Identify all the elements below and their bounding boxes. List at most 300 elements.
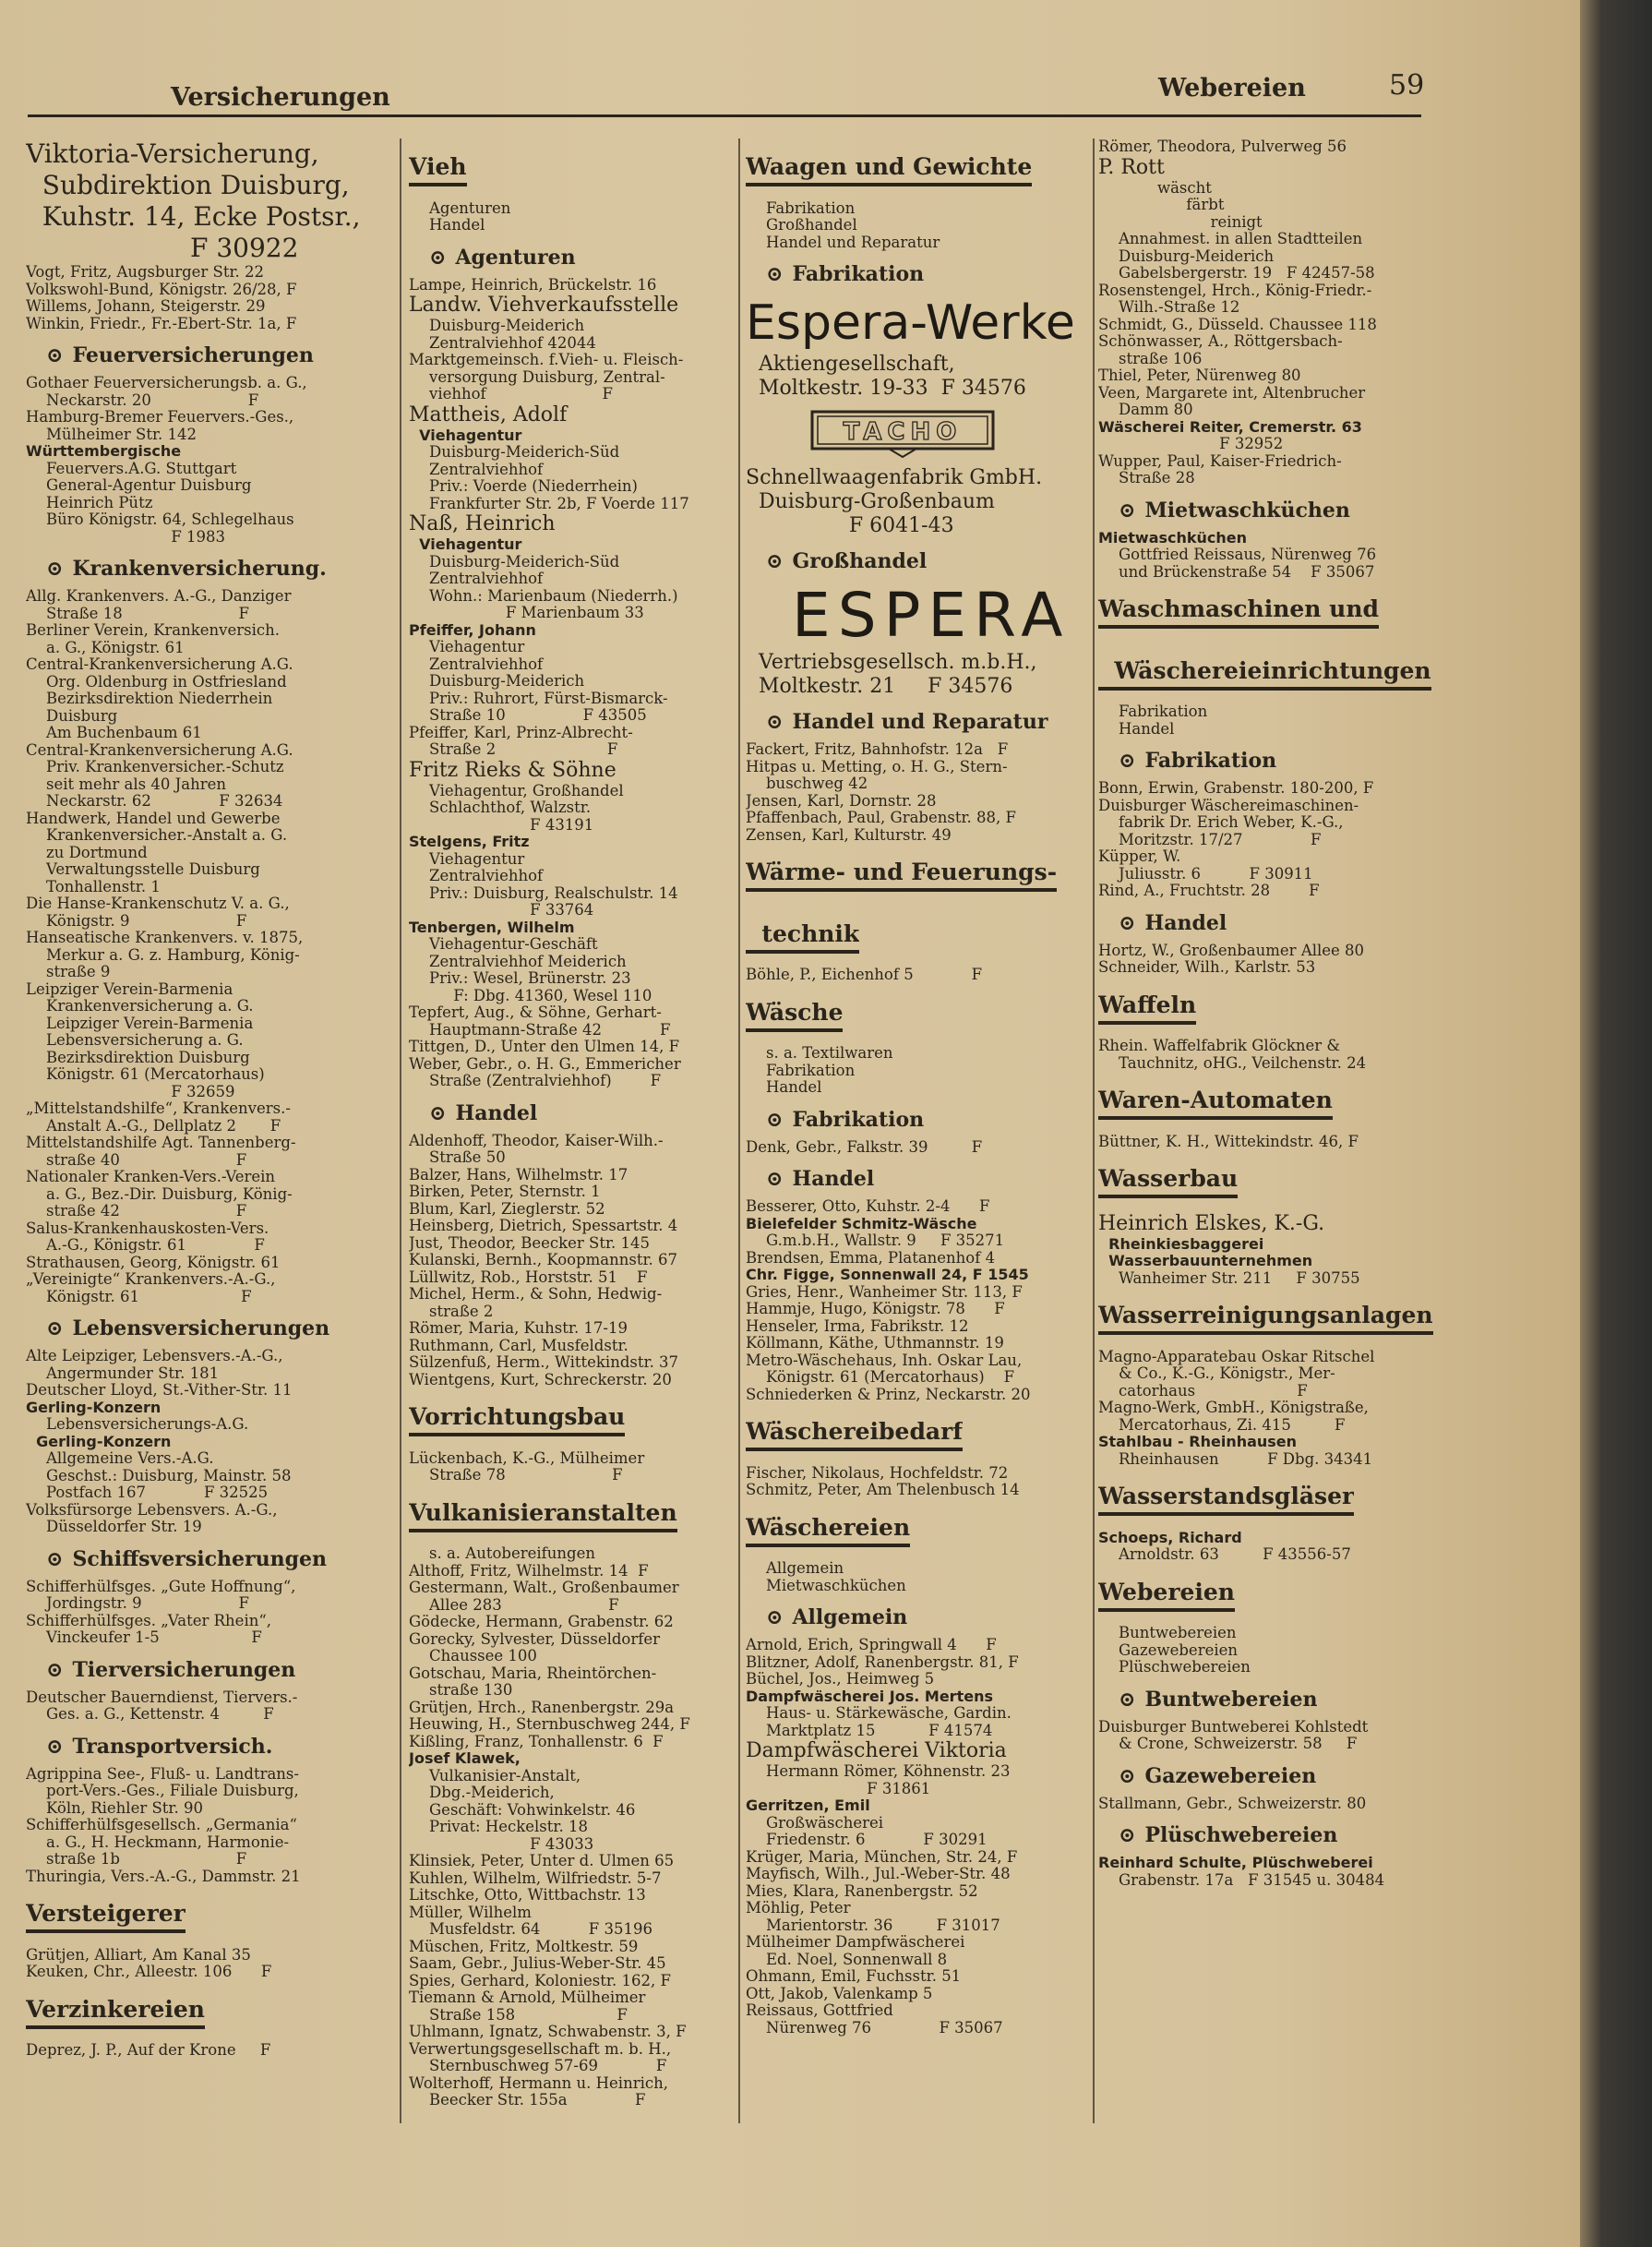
entry-continuation: Nürenweg 76 F 35067 <box>766 2019 1003 2037</box>
bold-entry: Josef Klawek, <box>409 1750 521 1767</box>
entry-continuation: G.m.b.H., Wallstr. 9 F 35271 <box>766 1232 1005 1249</box>
directory-entry: Kulanski, Bernh., Koopmannstr. 67 <box>409 1252 678 1268</box>
directory-entry: Schönwasser, A., Röttgersbach- <box>1098 333 1343 350</box>
entry-continuation: Geschst.: Duisburg, Mainstr. 58 <box>46 1467 292 1484</box>
subsection-heading: ⊙ Krankenversicherung. <box>26 555 381 583</box>
entry-continuation: Haus- u. Stärkewäsche, Gardin. <box>766 1705 1012 1722</box>
section-heading: Wäschereibedarf <box>746 1418 963 1451</box>
bold-entry: Rheinkiesbaggerei <box>1098 1235 1264 1253</box>
entry-continuation: Wanheimer Str. 211 F 30755 <box>1119 1269 1360 1287</box>
bold-entry: Tenbergen, Wilhelm <box>409 919 575 936</box>
entry-continuation: Marientorstr. 36 F 31017 <box>766 1917 1000 1934</box>
bold-entry: Schoeps, Richard <box>1098 1529 1242 1546</box>
entry-continuation: Wohn.: Marienbaum (Niederrh.) <box>429 587 678 605</box>
directory-entry: Uhlmann, Ignatz, Schwabenstr. 3, F <box>409 2024 687 2040</box>
directory-entry: „Vereinigte“ Krankenvers.-A.-G., <box>26 1271 276 1288</box>
directory-entry: Hortz, W., Großenbaumer Allee 80 <box>1098 942 1365 959</box>
directory-entry: Rind, A., Fruchtstr. 28 F <box>1098 883 1320 899</box>
directory-entry: Hammje, Hugo, Königstr. 78 F <box>746 1301 1005 1317</box>
entry-continuation: Dbg.-Meiderich, <box>429 1784 555 1801</box>
directory-entry: Ruthmann, Carl, Musfeldstr. <box>409 1337 628 1354</box>
entry-continuation: Fabrikation <box>766 1062 856 1079</box>
entry-continuation: Viehagentur-Geschäft <box>429 936 598 953</box>
entry-continuation: Straße 18 F <box>46 605 250 622</box>
entry-continuation: Duisburg <box>46 707 118 725</box>
entry-continuation: Sternbuschweg 57-69 F <box>429 2058 667 2074</box>
entry-continuation: Handel und Reparatur <box>766 234 940 251</box>
directory-entry: Heinsberg, Dietrich, Spessartstr. 4 <box>409 1218 678 1234</box>
column-1 <box>26 138 381 2060</box>
directory-entry: Brendsen, Emma, Platanenhof 4 <box>746 1249 996 1267</box>
subsection-heading: ⊙ Allgemein <box>746 1604 1095 1631</box>
page-number: 59 <box>1389 69 1425 102</box>
entry-continuation: Großhandel <box>766 217 857 234</box>
entry-continuation: Leipziger Verein-Barmenia <box>46 1015 254 1032</box>
entry-continuation: Musfeldstr. 64 F 35196 <box>429 1921 652 1938</box>
bold-entry: Pfeiffer, Johann <box>409 621 536 639</box>
section-heading: Waschmaschinen und <box>1098 595 1379 629</box>
entry-continuation: port-Vers.-Ges., Filiale Duisburg, <box>46 1783 299 1799</box>
directory-entry: Sülzenfuß, Herm., Wittekindstr. 37 <box>409 1354 679 1371</box>
directory-entry: Verwertungsgesellschaft m. b. H., <box>409 2040 672 2058</box>
directory-entry: Blum, Karl, Zieglerstr. 52 <box>409 1200 605 1218</box>
section-heading: Waagen und Gewichte <box>746 153 1032 186</box>
directory-entry: Gestermann, Walt., Großenbaumer <box>409 1580 679 1596</box>
directory-entry: Henseler, Irma, Fabrikstr. 12 <box>746 1317 969 1335</box>
display-entry: Viktoria-Versicherung, <box>26 138 319 169</box>
entry-continuation: Gabelsbergerstr. 19 F 42457-58 <box>1119 265 1375 282</box>
bold-entry: Wäscherei Reiter, Cremerstr. 63 <box>1098 418 1362 436</box>
advert-wordmark: ESPERA <box>792 581 1071 651</box>
directory-entry: Schmidt, G., Düsseld. Chaussee 118 <box>1098 316 1377 333</box>
directory-entry: Volksfürsorge Lebensvers. A.-G., <box>26 1501 278 1519</box>
directory-entry: Magno-Werk, GmbH., Königstraße, <box>1098 1400 1369 1416</box>
entry-continuation: Marktplatz 15 F 41574 <box>766 1722 993 1739</box>
section-heading: Wasserstandsgläser <box>1098 1483 1354 1516</box>
directory-entry: Mayfisch, Wilh., Jul.-Weber-Str. 48 <box>746 1866 1011 1882</box>
bold-entry: Gerling-Konzern <box>26 1433 172 1450</box>
entry-continuation: Königstr. 61 (Mercatorhaus) <box>46 1066 265 1083</box>
entry-continuation: Straße 2 F <box>429 741 618 758</box>
tacho-logo-text: TACHO <box>843 418 963 446</box>
section-heading: Wärme- und Feuerungs- <box>746 859 1057 892</box>
directory-entry: Rosenstengel, Hrch., König-Friedr.- <box>1098 282 1372 299</box>
subsection-heading: ⊙ Handel <box>1098 909 1442 937</box>
bold-entry: Stelgens, Fritz <box>409 834 530 850</box>
entry-continuation: Agenturen <box>429 199 511 217</box>
entry-continuation: Köln, Riehler Str. 90 <box>46 1799 203 1817</box>
display-entry: Subdirektion Duisburg, <box>26 170 350 200</box>
subsection-heading: ⊙ Fabrikation <box>1098 747 1442 775</box>
subsection-heading: ⊙ Tierversicherungen <box>26 1656 381 1684</box>
subsection-heading: ⊙ Buntwebereien <box>1098 1686 1442 1713</box>
subsection-heading: ⊙ Fabrikation <box>746 260 1095 288</box>
directory-entry: Weber, Gebr., o. H. G., Emmericher <box>409 1055 681 1073</box>
entry-continuation: Verwaltungsstelle Duisburg <box>46 861 260 878</box>
entry-continuation: Heinrich Pütz <box>46 494 153 511</box>
subsection-heading: ⊙ Transportversich. <box>26 1733 381 1760</box>
entry-continuation: Tonhallenstr. 1 <box>46 878 161 895</box>
directory-entry: F 32952 <box>1098 436 1284 452</box>
entry-continuation: Viehagentur, Großhandel <box>429 782 624 799</box>
directory-entry: Thiel, Peter, Nürenweg 80 <box>1098 367 1301 384</box>
entry-continuation: Mercatorhaus, Zi. 415 F <box>1119 1416 1346 1434</box>
subsection-heading: ⊙ Handel <box>746 1165 1095 1193</box>
entry-continuation: F: Dbg. 41360, Wesel 110 <box>429 987 652 1004</box>
entry-continuation: Wilh.-Straße 12 <box>1119 299 1240 316</box>
entry-continuation: Priv.: Voerde (Niederrhein) <box>429 478 638 495</box>
section-heading: Waffeln <box>1098 991 1196 1025</box>
directory-entry: F 43033 <box>409 1835 594 1853</box>
directory-entry: Veen, Margarete int, Altenbrucher <box>1098 384 1366 402</box>
directory-entry: Möhlig, Peter <box>746 1900 851 1917</box>
directory-entry: Römer, Theodora, Pulverweg 56 <box>1098 138 1347 155</box>
display-entry: Moltkestr. 21 F 34576 <box>746 675 1013 698</box>
directory-entry: Pfaffenbach, Paul, Grabenstr. 88, F <box>746 810 1016 826</box>
entry-continuation: Krankenversicher.-Anstalt a. G. <box>46 827 288 844</box>
directory-entry: Zensen, Karl, Kulturstr. 49 <box>746 826 952 844</box>
display-entry: Moltkestr. 19-33 F 34576 <box>746 377 1026 400</box>
display-entry: Landw. Viehverkaufsstelle <box>409 294 679 317</box>
directory-entry: Rhein. Waffelfabrik Glöckner & <box>1098 1038 1341 1054</box>
directory-entry: Klinsiek, Peter, Unter d. Ulmen 65 <box>409 1853 675 1869</box>
bold-entry: Reinhard Schulte, Plüschweberei <box>1098 1855 1373 1871</box>
column-2 <box>409 138 739 2109</box>
directory-entry: F 31861 <box>746 1780 931 1797</box>
directory-entry: Lampe, Heinrich, Brückelstr. 16 <box>409 276 657 294</box>
entry-continuation: Duisburg-Meiderich <box>429 318 585 334</box>
entry-continuation: Anstalt A.-G., Dellplatz 2 F <box>46 1117 281 1135</box>
directory-entry: Spies, Gerhard, Koloniestr. 162, F <box>409 1972 671 1989</box>
advert-wordmark: Espera-Werke <box>746 295 1075 351</box>
entry-continuation: Hauptmann-Straße 42 F <box>429 1021 671 1039</box>
directory-entry: Mies, Klara, Ranenbergstr. 52 <box>746 1882 978 1900</box>
directory-entry: F 1983 <box>26 528 226 546</box>
directory-entry: Thuringia, Vers.-A.-G., Dammstr. 21 <box>26 1868 301 1885</box>
display-entry: P. Rott <box>1098 155 1165 179</box>
directory-entry: Duisburger Wäschereimaschinen- <box>1098 797 1359 814</box>
bold-entry: Chr. Figge, Sonnenwall 24, F 1545 <box>746 1267 1029 1283</box>
directory-entry: Gorecky, Sylvester, Düsseldorfer <box>409 1630 661 1648</box>
subsection-heading: ⊙ Großhandel <box>746 547 1095 575</box>
tacho-logo <box>810 408 995 459</box>
directory-entry: „Mittelstandshilfe“, Krankenvers.- <box>26 1100 291 1117</box>
subsection-heading: ⊙ Handel und Reparatur <box>746 708 1095 736</box>
entry-continuation: Krankenversicherung a. G. <box>46 998 254 1015</box>
entry-continuation: straße 2 <box>429 1303 494 1320</box>
bold-entry: Viehagentur <box>409 536 522 553</box>
running-head-left: Versicherungen <box>171 83 390 112</box>
entry-continuation: Arnoldstr. 63 F 43556-57 <box>1119 1546 1351 1563</box>
directory-entry: Berliner Verein, Krankenversich. <box>26 622 280 639</box>
entry-continuation: Gazewebereien <box>1119 1641 1239 1659</box>
display-entry: Mattheis, Adolf <box>409 403 568 427</box>
directory-entry: Deutscher Lloyd, St.-Vither-Str. 11 <box>26 1382 293 1399</box>
entry-continuation: Düsseldorfer Str. 19 <box>46 1519 202 1535</box>
entry-continuation: Gottfried Reissaus, Nürenweg 76 <box>1119 547 1377 563</box>
entry-continuation: Königstr. 9 F <box>46 912 247 930</box>
entry-continuation: und Brückenstraße 54 F 35067 <box>1119 563 1375 581</box>
directory-entry: Wupper, Paul, Kaiser-Friedrich- <box>1098 452 1342 470</box>
section-heading: Vieh <box>409 153 467 186</box>
directory-entry: Tepfert, Aug., & Söhne, Gerhart- <box>409 1004 662 1021</box>
section-heading: Verzinkereien <box>26 1996 205 2029</box>
entry-continuation: Hermann Römer, Köhnenstr. 23 <box>766 1763 1011 1780</box>
entry-continuation: Viehagentur <box>429 639 525 655</box>
directory-entry: Gödecke, Hermann, Grabenstr. 62 <box>409 1614 674 1630</box>
section-heading: technik <box>746 920 859 954</box>
directory-entry: Just, Theodor, Beecker Str. 145 <box>409 1234 651 1252</box>
display-entry: Heinrich Elskes, K.-G. <box>1098 1211 1325 1235</box>
display-entry: Kuhstr. 14, Ecke Postsr., <box>26 201 361 232</box>
directory-entry: Aldenhoff, Theodor, Kaiser-Wilh.- <box>409 1132 664 1149</box>
directory-entry: Fackert, Fritz, Bahnhofstr. 12a F <box>746 741 1009 758</box>
directory-entry: Die Hanse-Krankenschutz V. a. G., <box>26 895 290 912</box>
entry-continuation: Neckarstr. 62 F 32634 <box>46 793 283 810</box>
subsection-heading: ⊙ Feuerversicherungen <box>26 342 381 369</box>
entry-continuation: Vinckeufer 1-5 F <box>46 1629 262 1646</box>
entry-continuation: Zentralviehhof <box>429 868 544 884</box>
entry-continuation: A.-G., Königstr. 61 F <box>46 1237 265 1254</box>
directory-entry: F 43191 <box>409 816 594 834</box>
directory-entry: Ott, Jakob, Valenkamp 5 <box>746 1985 933 2002</box>
entry-continuation: Straße 50 <box>429 1149 506 1166</box>
directory-entry: Wientgens, Kurt, Schreckerstr. 20 <box>409 1371 672 1388</box>
entry-continuation: Plüschwebereien <box>1119 1659 1251 1676</box>
directory-entry: Arnold, Erich, Springwall 4 F <box>746 1637 997 1653</box>
subsection-heading: ⊙ Plüschwebereien <box>1098 1821 1442 1849</box>
entry-continuation: Straße 78 F <box>429 1467 623 1484</box>
entry-continuation: a. G., Bez.-Dir. Duisburg, König- <box>46 1185 293 1203</box>
directory-entry: Michel, Herm., & Sohn, Hedwig- <box>409 1286 663 1303</box>
entry-continuation: Allee 283 F <box>429 1596 619 1614</box>
entry-continuation: Moritzstr. 17/27 F <box>1119 831 1322 848</box>
display-entry: Schnellwaagenfabrik GmbH. <box>746 466 1043 489</box>
directory-entry: Deprez, J. P., Auf der Krone F <box>26 2042 271 2059</box>
directory-entry: Volkswohl-Bund, Königstr. 26/28, F <box>26 281 297 298</box>
directory-entry: Central-Krankenversicherung A.G. <box>26 741 293 759</box>
subsection-heading: ⊙ Schiffsversicherungen <box>26 1545 381 1573</box>
directory-entry: Ohmann, Emil, Fuchsstr. 51 <box>746 1968 962 1985</box>
entry-continuation: Feuervers.A.G. Stuttgart <box>46 460 237 477</box>
page-header <box>0 65 1440 120</box>
display-entry: Naß, Heinrich <box>409 512 556 535</box>
directory-entry: Nationaler Kranken-Vers.-Verein <box>26 1169 276 1185</box>
directory-entry: Schifferhülfsges. „Vater Rhein“, <box>26 1612 272 1629</box>
entry-continuation: Duisburg-Meiderich <box>429 673 585 690</box>
entry-continuation: Damm 80 <box>1119 402 1193 418</box>
bold-entry: Gerritzen, Emil <box>746 1797 870 1814</box>
entry-continuation: & Co., K.-G., Königstr., Mer- <box>1119 1365 1335 1382</box>
section-heading: Wäschereieinrichtungen <box>1098 657 1431 691</box>
directory-entry: Handwerk, Handel und Gewerbe <box>26 810 281 827</box>
entry-continuation: Straße 28 <box>1119 470 1195 487</box>
directory-entry: F 32659 <box>26 1083 235 1100</box>
entry-continuation: Vulkanisier-Anstalt, <box>429 1767 581 1784</box>
column-4 <box>1098 138 1442 1889</box>
entry-continuation: Lebensversicherungs-A.G. <box>46 1416 249 1433</box>
entry-continuation: Handel <box>766 1079 822 1096</box>
directory-entry: Gries, Henr., Wanheimer Str. 113, F <box>746 1283 1023 1301</box>
section-heading: Waren-Automaten <box>1098 1087 1333 1120</box>
entry-continuation: Priv.: Duisburg, Realschulstr. 14 <box>429 884 678 902</box>
entry-continuation: Bezirksdirektion Niederrhein <box>46 691 273 707</box>
directory-entry: Müschen, Fritz, Moltkestr. 59 <box>409 1938 639 1955</box>
directory-entry: Metro-Wäschehaus, Inh. Oskar Lau, <box>746 1352 1023 1369</box>
entry-continuation: Großwäscherei <box>766 1814 884 1832</box>
column-3 <box>746 138 1095 2037</box>
entry-continuation: Ed. Noel, Sonnenwall 8 <box>766 1951 948 1968</box>
directory-entry: Besserer, Otto, Kuhstr. 2-4 F <box>746 1198 990 1215</box>
entry-continuation: Straße 10 F 43505 <box>429 707 647 724</box>
directory-entry: Allg. Krankenvers. A.-G., Danziger <box>26 588 292 605</box>
entry-continuation: Duisburg-Meiderich <box>1119 247 1275 265</box>
entry-continuation: Straße 158 F <box>429 2006 628 2024</box>
column-divider <box>400 138 401 2123</box>
directory-entry: Tittgen, D., Unter den Ulmen 14, F <box>409 1039 680 1055</box>
entry-continuation: Zentralviehhof <box>429 461 544 478</box>
subsection-heading: ⊙ Handel <box>409 1099 739 1127</box>
directory-entry: Balzer, Hans, Wilhelmstr. 17 <box>409 1166 628 1184</box>
column-divider <box>1093 138 1095 2123</box>
entry-continuation: Rheinhausen F Dbg. 34341 <box>1119 1450 1373 1468</box>
bold-entry: Mietwaschküchen <box>1098 529 1248 547</box>
display-entry: Aktiengesellschaft, <box>746 353 955 376</box>
directory-entry: Köllmann, Käthe, Uthmannstr. 19 <box>746 1335 1004 1352</box>
entry-continuation: Annahmest. in allen Stadtteilen <box>1119 231 1363 247</box>
directory-entry: Stallmann, Gebr., Schweizerstr. 80 <box>1098 1795 1367 1812</box>
directory-entry: Strathausen, Georg, Königstr. 61 <box>26 1254 281 1271</box>
directory-entry: Tiemann & Arnold, Mülheimer <box>409 1989 646 2006</box>
directory-entry: Birken, Peter, Sternstr. 1 <box>409 1184 601 1200</box>
entry-continuation: Friedenstr. 6 F 30291 <box>766 1832 988 1848</box>
directory-entry: Küpper, W. <box>1098 848 1181 865</box>
entry-continuation: Zentralviehhof <box>429 655 544 673</box>
directory-entry: Grütjen, Alliart, Am Kanal 35 <box>26 1946 251 1964</box>
directory-entry: Lückenbach, K.-G., Mülheimer <box>409 1449 645 1467</box>
directory-entry: Schniederken & Prinz, Neckarstr. 20 <box>746 1386 1031 1403</box>
directory-entry: Kißling, Franz, Tonhallenstr. 6 F <box>409 1733 664 1750</box>
entry-continuation: Geschäft: Vohwinkelstr. 46 <box>429 1801 636 1819</box>
entry-continuation: straße 130 <box>429 1682 513 1699</box>
directory-entry: F Marienbaum 33 <box>409 605 644 621</box>
running-head-right: Webereien <box>1158 74 1306 102</box>
directory-entry: Litschke, Otto, Wittbachstr. 13 <box>409 1887 646 1904</box>
entry-continuation: straße 1b F <box>46 1851 247 1868</box>
entry-continuation: Ges. a. G., Kettenstr. 4 F <box>46 1706 274 1723</box>
header-rule <box>28 114 1421 117</box>
entry-continuation: Grabenstr. 17a F 31545 u. 30484 <box>1119 1871 1385 1889</box>
entry-continuation: Zentralviehhof 42044 <box>429 334 596 352</box>
directory-entry: Schneider, Wilh., Karlstr. 53 <box>1098 959 1316 976</box>
entry-continuation: Juliusstr. 6 F 30911 <box>1119 865 1313 883</box>
entry-continuation: Jordingstr. 9 F <box>46 1595 249 1612</box>
entry-continuation: s. a. Autobereifungen <box>429 1545 595 1562</box>
directory-entry: Leipziger Verein-Barmenia <box>26 980 233 998</box>
directory-entry: Gothaer Feuerversicherungsb. a. G., <box>26 375 307 391</box>
directory-entry: Denk, Gebr., Falkstr. 39 F <box>746 1138 983 1156</box>
entry-continuation: Königstr. 61 (Mercatorhaus) F <box>766 1369 1015 1386</box>
entry-continuation: Allgemeine Vers.-A.G. <box>46 1450 214 1467</box>
entry-continuation: Tauchnitz, oHG., Veilchenstr. 24 <box>1119 1054 1367 1072</box>
directory-entry: Pfeiffer, Karl, Prinz-Albrecht- <box>409 724 633 741</box>
directory-entry: Agrippina See-, Fluß- u. Landtrans- <box>26 1765 299 1783</box>
bold-entry: Wasserbauunternehmen <box>1098 1253 1313 1269</box>
entry-continuation: Schlachthof, Walzstr. <box>429 799 592 816</box>
entry-continuation: Büro Königstr. 64, Schlegelhaus <box>46 511 294 528</box>
entry-continuation: fabrik Dr. Erich Weber, K.-G., <box>1119 814 1344 831</box>
entry-continuation: Bezirksdirektion Duisburg <box>46 1049 250 1066</box>
entry-continuation: Am Buchenbaum 61 <box>46 725 202 741</box>
entry-continuation: zu Dortmund <box>46 844 148 861</box>
subsection-heading: ⊙ Agenturen <box>409 244 739 271</box>
entry-continuation: Chaussee 100 <box>429 1648 537 1664</box>
directory-entry: F 33764 <box>409 902 594 919</box>
entry-continuation: Postfach 167 F 32525 <box>46 1484 269 1501</box>
directory-entry: Duisburger Buntweberei Kohlstedt <box>1098 1718 1369 1736</box>
bold-entry: Stahlbau - Rheinhausen <box>1098 1434 1298 1450</box>
directory-entry: Saam, Gebr., Julius-Weber-Str. 45 <box>409 1955 666 1972</box>
entry-continuation: Merkur a. G. z. Hamburg, König- <box>46 946 300 964</box>
directory-entry: Krüger, Maria, München, Str. 24, F <box>746 1848 1018 1866</box>
directory-entry: Vogt, Fritz, Augsburger Str. 22 <box>26 264 265 281</box>
bold-entry: Bielefelder Schmitz-Wäsche <box>746 1215 977 1232</box>
directory-entry: Magno-Apparatebau Oskar Ritschel <box>1098 1348 1375 1365</box>
entry-continuation: straße 42 F <box>46 1203 247 1220</box>
section-heading: Webereien <box>1098 1579 1235 1612</box>
entry-continuation: Org. Oldenburg in Ostfriesland <box>46 673 287 691</box>
directory-entry: Lüllwitz, Rob., Horststr. 51 F <box>409 1268 648 1286</box>
directory-entry: Schifferhülfsgesellsch. „Germania“ <box>26 1817 297 1833</box>
entry-continuation: Fabrikation <box>766 199 856 217</box>
entry-continuation: buschweg 42 <box>766 775 868 792</box>
entry-continuation: Zentralviehhof <box>429 571 544 587</box>
directory-entry: Alte Leipziger, Lebensvers.-A.-G., <box>26 1348 283 1364</box>
entry-continuation: Allgemein <box>766 1560 844 1577</box>
entry-continuation: Priv. Krankenversicher.-Schutz <box>46 759 284 775</box>
entry-continuation: Mietwaschküchen <box>766 1577 906 1594</box>
entry-continuation: Angermunder Str. 181 <box>46 1364 220 1382</box>
directory-entry: Römer, Maria, Kuhstr. 17-19 <box>409 1320 628 1337</box>
entry-continuation: straße 106 <box>1119 350 1203 367</box>
display-entry: F 30922 <box>26 233 299 263</box>
directory-entry: Schmitz, Peter, Am Thelenbusch 14 <box>746 1482 1020 1498</box>
entry-continuation: a. G., Königstr. 61 <box>46 639 185 656</box>
section-heading: Wasserbau <box>1098 1165 1238 1198</box>
directory-entry: Müller, Wilhelm <box>409 1904 532 1921</box>
entry-continuation: straße 9 <box>46 964 111 980</box>
directory-entry: Salus-Krankenhauskosten-Vers. <box>26 1220 269 1237</box>
display-entry: Vertriebsgesellsch. m.b.H., <box>746 651 1037 674</box>
entry-continuation: straße 40 F <box>46 1151 247 1169</box>
section-heading: Wasserreinigungsanlagen <box>1098 1302 1433 1335</box>
subsection-heading: ⊙ Lebensversicherungen <box>26 1315 381 1342</box>
directory-entry: Central-Krankenversicherung A.G. <box>26 656 293 673</box>
entry-continuation: Mülheimer Str. 142 <box>46 426 198 443</box>
directory-entry: Althoff, Fritz, Wilhelmstr. 14 F <box>409 1562 649 1580</box>
entry-continuation: a. G., H. Heckmann, Harmonie- <box>46 1833 290 1851</box>
directory-entry: Willems, Johann, Steigerstr. 29 <box>26 298 266 315</box>
directory-entry: Mülheimer Dampfwäscherei <box>746 1934 965 1951</box>
directory-entry: Gotschau, Maria, Rheintörchen- <box>409 1664 657 1682</box>
directory-entry: Mittelstandshilfe Agt. Tannenberg- <box>26 1135 296 1151</box>
directory-entry: Marktgemeinsch. f.Vieh- u. Fleisch- <box>409 352 684 368</box>
display-entry: Fritz Rieks & Söhne <box>409 758 617 782</box>
display-entry: Dampfwäscherei Viktoria <box>746 1739 1007 1762</box>
directory-entry: Büchel, Jos., Heimweg 5 <box>746 1671 935 1688</box>
directory-entry: Schifferhülfsges. „Gute Hoffnung“, <box>26 1578 296 1595</box>
entry-continuation: Straße (Zentralviehhof) F <box>429 1073 662 1089</box>
